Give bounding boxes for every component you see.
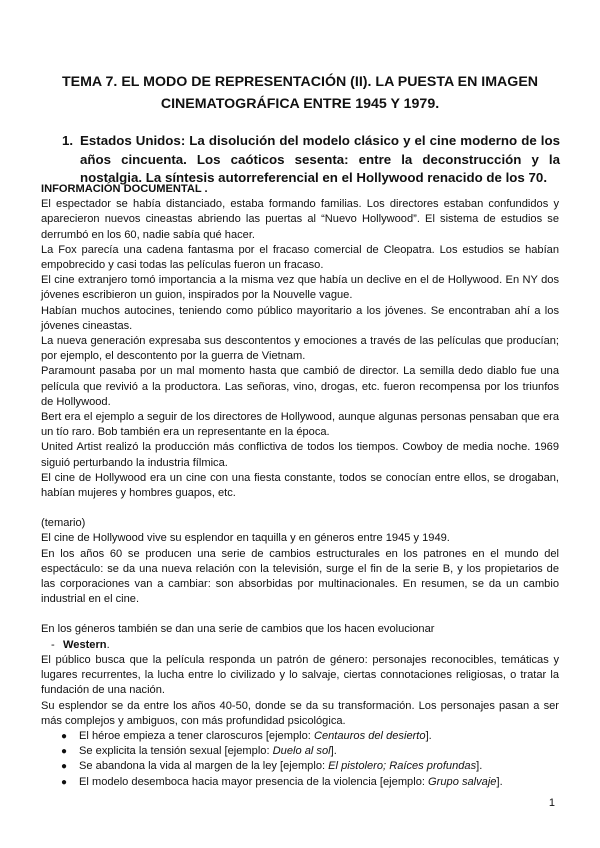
page-number: 1	[548, 797, 555, 809]
list-item: ● Se explicita la tensión sexual [ejemplo: Duelo al sol].	[41, 744, 559, 759]
document-body	[41, 182, 559, 790]
western-paragraph: Su esplendor se da entre los años 40-50, donde se da su transformación. Los personajes pasan a ser más complejos y ambiguos, con más profundidad psicológica.	[41, 699, 559, 727]
temario-label: (temario)	[41, 517, 86, 530]
info-paragraph: El cine extranjero tomó importancia a la misma vez que había un declive en el de Hollywood. En NY dos jóvenes escribieron un guion, inspirados por la Nouvelle vague.	[41, 274, 559, 302]
western-bullet-list	[41, 729, 559, 790]
bullet-icon: ●	[61, 746, 68, 758]
list-item: ● Se abandona la vida al margen de la ley [ejemplo: El pistolero; Raíces profundas].	[41, 759, 559, 774]
info-paragraph: El cine de Hollywood era un cine con una fiesta constante, todos se conocían entre ellos, se drogaban, habían mujeres y hombres guapos, etc.	[41, 471, 559, 500]
section-number: 1.	[62, 133, 74, 148]
western-subheading	[41, 638, 559, 653]
western-paragraph: El público busca que la película responda un patrón de género: personajes reconocibles, temáticas y lugares recurrentes, la lucha entre lo civilizado y lo salvaje, ciertas connotaciones religiosas, o tratar la fundación de una nación.	[41, 653, 559, 697]
western-label: Western	[63, 638, 107, 651]
list-item: ● El héroe empieza a tener claroscuros [ejemplo: Centauros del desierto].	[41, 729, 559, 744]
genres-intro: En los géneros también se dan una serie de cambios que los hacen evolucionar	[41, 623, 435, 636]
section-heading	[62, 132, 560, 188]
bullet-icon: ●	[61, 730, 68, 742]
info-paragraph: La nueva generación expresaba sus descontentos y emociones a través de las películas que producían; por ejemplo, el descontento por la guerra de Vietnam.	[41, 335, 559, 363]
dash-marker: -	[51, 638, 55, 651]
western-label-suffix: .	[106, 638, 110, 651]
bullet-icon: ●	[61, 776, 68, 788]
info-paragraph: Habían muchos autocines, teniendo como público mayoritario a los jóvenes. Se encontraban ahí a los jóvenes cineastas.	[41, 304, 559, 332]
temario-paragraph: El cine de Hollywood vive su esplendor en taquilla y en géneros entre 1945 y 1949.	[41, 532, 450, 545]
info-paragraph: La Fox parecía una cadena fantasma por el fracaso comercial de Cleopatra. Los estudios se habían empobrecido y casi todas las películas fueron un fracaso.	[41, 243, 559, 272]
info-paragraph: El espectador se había distanciado, estaba formando familias. Los directores estaban confundidos y aparecieron nuevos cineastas abriendo las puertas al “Nuevo Hollywood”. El sistema de estudios se derrumbó en los 60, nadie sabía qué hacer.	[41, 198, 559, 241]
page-title: TEMA 7. EL MODO DE REPRESENTACIÓN (II). LA PUESTA EN IMAGEN CINEMATOGRÁFICA ENTRE 1945 Y 1979.	[61, 74, 539, 112]
section-title: Estados Unidos: La disolución del modelo clásico y el cine moderno de los años cincuenta. Los caóticos sesenta: entre la deconstrucción y la nostalgia. La síntesis autorreferencial en el Hollywood renacido de los 70.	[80, 133, 560, 185]
list-item: ● El modelo desemboca hacia mayor presencia de la violencia [ejemplo: Grupo salvaje].	[41, 775, 559, 790]
temario-paragraph: En los años 60 se producen una serie de cambios estructurales en los patrones en el mundo del espectáculo: se da una nueva relación con la televisión, surge el fin de la serie B, y los propietarios de las corporaciones van a cambiar: son absorbidas por multinacionales. En resumen, se da un cambio industrial en el cine.	[41, 547, 559, 606]
info-heading: INFORMACIÓN DOCUMENTAL .	[41, 183, 208, 195]
info-paragraph: Bert era el ejemplo a seguir de los directores de Hollywood, aunque algunas personas pensaban que era un tío raro. Bob también era un representante en la época.	[41, 411, 559, 439]
info-paragraph: Paramount pasaba por un mal momento hasta que cambió de director. La semilla dedo diablo fue una película que revivió a la productora. Las señoras, vino, drogas, etc. fueron recompensa por los triunfos de Hollywood.	[41, 365, 559, 408]
info-paragraph: United Artist realizó la producción más conflictiva de todos los tiempos. Cowboy de media noche. 1969 siguió perturbando la industria fílmica.	[41, 441, 559, 469]
bullet-icon: ●	[61, 761, 68, 773]
